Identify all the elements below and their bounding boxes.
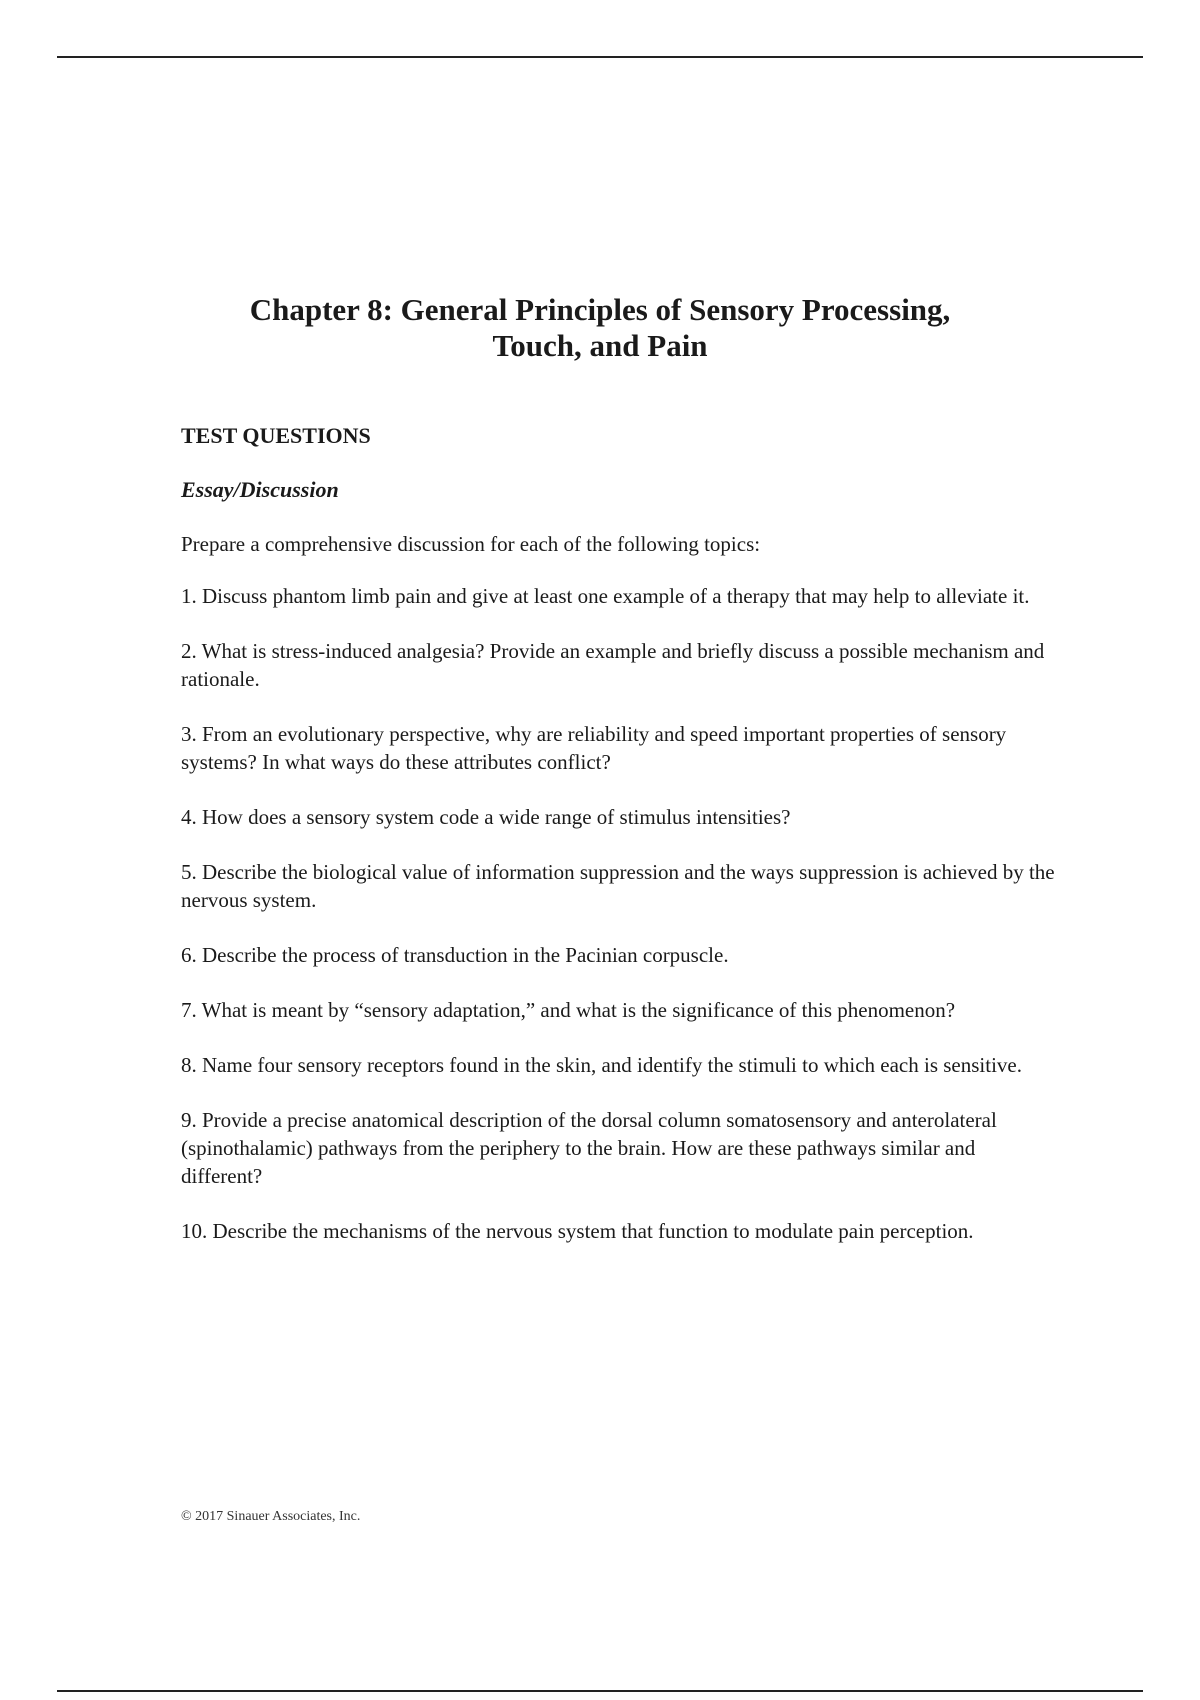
bottom-rule [57,1690,1143,1692]
question-item: 4. How does a sensory system code a wide range of stimulus intensities? [181,805,791,829]
page-title-line-1: Chapter 8: General Principles of Sensory Processing, [249,292,951,327]
question-item: 5. Describe the biological value of information suppression and the ways suppression is achieved by the nervous system. [181,860,1055,912]
page-title-line-2: Touch, and Pain [492,328,708,363]
essay-subheading: Essay/Discussion [181,477,339,502]
question-item: 7. What is meant by “sensory adaptation,” and what is the significance of this phenomenon? [181,998,956,1022]
question-item: 9. Provide a precise anatomical description of the dorsal column somatosensory and anterolateral (spinothalamic) pathways from the periphery to the brain. How are these pathways similar and different? [181,1108,997,1188]
intro-text: Prepare a comprehensive discussion for each of the following topics: [181,532,761,556]
question-item: 3. From an evolutionary perspective, why are reliability and speed important properties of sensory systems? In what ways do these attributes conflict? [181,722,1007,774]
question-item: 1. Discuss phantom limb pain and give at least one example of a therapy that may help to alleviate it. [181,584,1030,608]
question-item: 2. What is stress-induced analgesia? Provide an example and briefly discuss a possible mechanism and rationale. [181,639,1045,691]
question-item: 8. Name four sensory receptors found in the skin, and identify the stimuli to which each is sensitive. [181,1053,1022,1077]
page-title [0,292,1200,364]
document-body [181,422,1061,1272]
section-heading: TEST QUESTIONS [181,423,371,448]
question-item: 10. Describe the mechanisms of the nervous system that function to modulate pain perception. [181,1219,974,1243]
copyright-footer: © 2017 Sinauer Associates, Inc. [181,1509,361,1524]
question-list [181,582,1061,1245]
top-rule [57,56,1143,58]
question-item: 6. Describe the process of transduction in the Pacinian corpuscle. [181,943,729,967]
